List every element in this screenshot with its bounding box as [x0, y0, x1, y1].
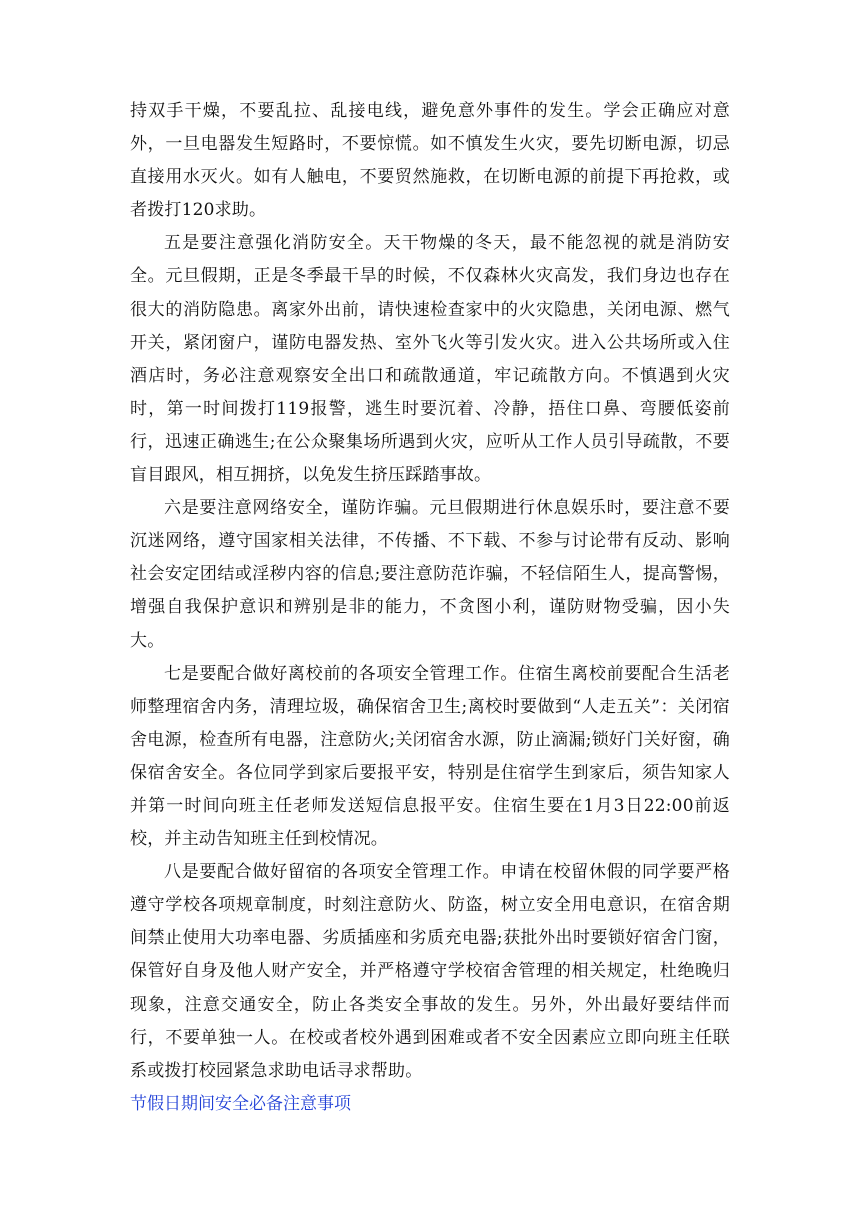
holiday-safety-link[interactable]: 节假日期间安全必备注意事项 [130, 1093, 351, 1114]
paragraph-fire-safety: 五是要注意强化消防安全。天干物燥的冬天，最不能忽视的就是消防安全。元旦假期，正是冬季最干旱的时候，不仅森林火灾高发，我们身边也存在很大的消防隐患。离家外出前，请快速检查家中的火灾隐患，关闭电源、燃气开关，紧闭窗户，谨防电器发热、室外飞火等引发火灾。进入公共场所或入住酒店时，务必注意观察安全出口和疏散通道，牢记疏散方向。不慎遇到火灾时，第一时间拨打119报警，逃生时要沉着、冷静，捂住口鼻、弯腰低姿前行，迅速正确逃生;在公众聚集场所遇到火灾，应听从工作人员引导疏散，不要盲目跟风，相互拥挤，以免发生挤压踩踏事故。 [130, 233, 730, 486]
paragraph-network-safety: 六是要注意网络安全，谨防诈骗。元旦假期进行休息娱乐时，要注意不要沉迷网络，遵守国家相关法律，不传播、不下载、不参与讨论带有反动、影响社会安定团结或淫秽内容的信息;要注意防范诈骗，不轻信陌生人，提高警惕，增强自我保护意识和辨别是非的能力，不贪图小利，谨防财物受骗，因小失大。 [130, 498, 730, 651]
paragraph-staying-school: 八是要配合做好留宿的各项安全管理工作。申请在校留休假的同学要严格遵守学校各项规章制度，时刻注意防火、防盗，树立安全用电意识，在宿舍期间禁止使用大功率电器、劣质插座和劣质充电器;获批外出时要锁好宿舍门窗，保管好自身及他人财产安全，并严格遵守学校宿舍管理的相关规定，杜绝晚归现象，注意交通安全，防止各类安全事故的发生。另外，外出最好要结伴而行，不要单独一人。在校或者校外遇到困难或者不安全因素应立即向班主任联系或拨打校园紧急求助电话寻求帮助。 [130, 862, 730, 1081]
paragraph-leaving-school: 七是要配合做好离校前的各项安全管理工作。住宿生离校前要配合生活老师整理宿舍内务，清理垃圾，确保宿舍卫生;离校时要做到“人走五关”：关闭宿舍电源，检查所有电器，注意防火;关闭宿舍水源，防止滴漏;锁好门关好窗，确保宿舍安全。各位同学到家后要报平安，特别是住宿学生到家后，须告知家人并第一时间向班主任老师发送短信息报平安。住宿生要在1月3日22:00前返校，并主动告知班主任到校情况。 [130, 663, 730, 850]
document-page [130, 95, 730, 1121]
paragraph-electrical-safety: 持双手干燥，不要乱拉、乱接电线，避免意外事件的发生。学会正确应对意外，一旦电器发生短路时，不要惊慌。如不慎发生火灾，要先切断电源，切忌直接用水灭火。如有人触电，不要贸然施救，在切断电源的前提下再抢救，或者拨打120求助。 [130, 101, 730, 221]
